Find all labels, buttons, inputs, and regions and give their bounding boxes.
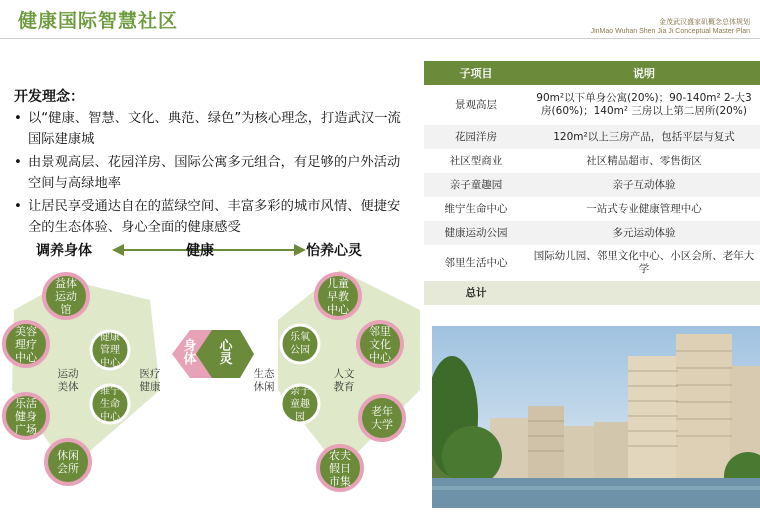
concept-title: 开发理念： — [14, 89, 84, 105]
table-cell-desc: 国际幼儿园、邻里文化中心、小区会所、老年大学 — [528, 245, 760, 281]
table-cell-name: 健康运动公园 — [424, 221, 528, 245]
table-row — [424, 245, 760, 281]
right-title: 怡养心灵 — [306, 243, 362, 259]
table-cell-desc: 亲子互动体验 — [528, 173, 760, 197]
table-cell-desc: 社区精品超市、零售街区 — [528, 149, 760, 173]
concept-bullet: • 由景观高层、花园洋房、国际公寓多元组合，有足够的户外活动空间与高绿地率 — [14, 152, 412, 194]
table-total-row — [424, 281, 760, 305]
table-row — [424, 197, 760, 221]
table-cell-desc: 90m²以下单身公寓(20%)；90-140m² 2-大3房(60%)；140m² 三房以上第二居所(20%) — [528, 85, 760, 125]
right-outer-label: 儿童 早教 中心 — [327, 277, 349, 316]
table-total-label: 总计 — [424, 281, 528, 305]
concept-bullet: • 以“健康、智慧、文化、典范、绿色”为核心理念，打造武汉一流国际建康城 — [14, 108, 412, 150]
project-table — [424, 61, 760, 305]
mind-hex-label: 心 灵 — [219, 339, 233, 367]
left-outer-label: 益体 运动 馆 — [55, 277, 77, 316]
table-cell-name: 邻里生活中心 — [424, 245, 528, 281]
left-outer-label: 休闲 会所 — [57, 449, 79, 475]
right-inner-label: 亲子 童趣 园 — [290, 386, 310, 423]
brand-cn: 金茂武汉盛家矶概念总体规划 — [659, 19, 750, 26]
left-center-label: 运动 美体 — [57, 368, 79, 393]
right-outer-label: 邻里 文化 中心 — [369, 325, 391, 364]
left-side-label: 医疗 健康 — [139, 368, 161, 393]
table-cell-name: 亲子童趣园 — [424, 173, 528, 197]
right-inner-label: 乐氧 公园 — [290, 332, 310, 356]
table-row — [424, 125, 760, 149]
arrow-right-icon — [294, 244, 306, 256]
left-outer-label: 美容 理疗 中心 — [15, 325, 37, 364]
left-inner-label: 健康 管理 中心 — [100, 332, 120, 369]
right-outer-label: 农夫 假日 市集 — [329, 449, 351, 488]
table-cell-name: 维宁生命中心 — [424, 197, 528, 221]
right-center-label: 人文 教育 — [333, 368, 355, 393]
body-hex-label: 身 体 — [183, 339, 197, 367]
table-cell-desc: 多元运动体验 — [528, 221, 760, 245]
table-cell-desc: 120m²以上三房产品，包括平层与复式 — [528, 125, 760, 149]
table-cell-name: 花园洋房 — [424, 125, 528, 149]
brand-en: JinMao Wuhan Shen Jia Ji Conceptual Master Plan — [590, 28, 750, 35]
center-title: 健康 — [186, 243, 214, 259]
table-cell-desc: 一站式专业健康管理中心 — [528, 197, 760, 221]
right-side-label: 生态 休闲 — [253, 368, 275, 393]
table-header: 说明 — [528, 61, 760, 85]
table-row — [424, 221, 760, 245]
table-row — [424, 173, 760, 197]
table-header: 子项目 — [424, 61, 528, 85]
concept-bullet: • 让居民享受通达自在的蓝绿空间、丰富多彩的城市风情、便捷安全的生态体验、身心全面的健康感受 — [14, 196, 412, 238]
arrow-left-icon — [112, 244, 124, 256]
left-outer-label: 乐活 健身 广场 — [15, 397, 37, 436]
page-title: 健康国际智慧社区 — [18, 10, 179, 32]
left-title: 调养身体 — [36, 243, 92, 259]
table-total-value — [528, 281, 760, 305]
table-row — [424, 85, 760, 125]
right-outer-label: 老年 大学 — [371, 405, 393, 431]
left-inner-label: 维宁 生命 中心 — [100, 386, 120, 423]
building-rendering-image — [432, 326, 760, 508]
table-cell-name: 社区型商业 — [424, 149, 528, 173]
table-cell-name: 景观高层 — [424, 85, 528, 125]
table-row — [424, 149, 760, 173]
brand-block — [591, 18, 750, 36]
